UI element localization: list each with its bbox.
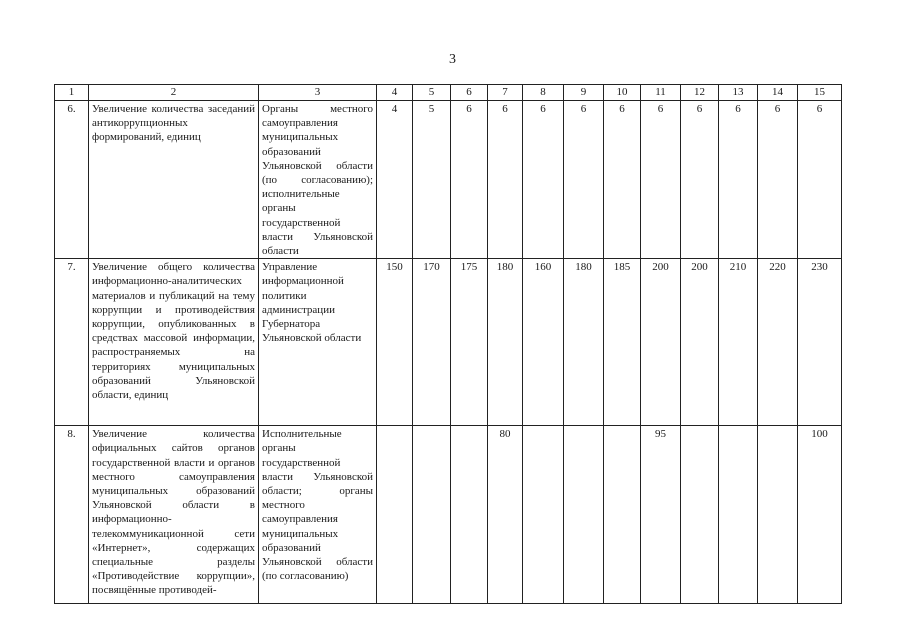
value-cell: 6 <box>719 101 758 259</box>
value-cell: 5 <box>413 101 451 259</box>
value-cell: 95 <box>641 426 681 604</box>
value-cell <box>604 426 641 604</box>
value-cell: 80 <box>488 426 523 604</box>
value-cell: 175 <box>451 259 488 426</box>
table-row <box>55 259 842 426</box>
value-cell: 6 <box>641 101 681 259</box>
value-cell <box>377 426 413 604</box>
value-cell: 100 <box>798 426 842 604</box>
header-cell: 6 <box>451 85 488 101</box>
value-cell: 6 <box>451 101 488 259</box>
row-number: 6. <box>55 101 89 259</box>
responsible-text: Исполнительные органы государственной власти Ульяновской области; органы местного самоуправления муниципальных образований Ульяновской области (по согласованию) <box>259 426 377 604</box>
header-cell: 8 <box>523 85 564 101</box>
value-cell: 180 <box>488 259 523 426</box>
header-cell: 7 <box>488 85 523 101</box>
value-cell: 6 <box>681 101 719 259</box>
header-cell: 2 <box>89 85 259 101</box>
header-cell: 13 <box>719 85 758 101</box>
header-cell: 11 <box>641 85 681 101</box>
header-cell: 5 <box>413 85 451 101</box>
header-cell: 15 <box>798 85 842 101</box>
value-cell: 160 <box>523 259 564 426</box>
value-cell: 6 <box>604 101 641 259</box>
value-cell: 185 <box>604 259 641 426</box>
indicator-text: Увеличение количества заседаний антикоррупционных формирований, единиц <box>89 101 259 259</box>
value-cell <box>564 426 604 604</box>
table-row <box>55 426 842 604</box>
value-cell: 6 <box>758 101 798 259</box>
value-cell: 170 <box>413 259 451 426</box>
header-cell: 4 <box>377 85 413 101</box>
header-cell: 12 <box>681 85 719 101</box>
value-cell: 220 <box>758 259 798 426</box>
header-cell: 9 <box>564 85 604 101</box>
page-number: 3 <box>449 52 456 67</box>
header-cell: 14 <box>758 85 798 101</box>
value-cell: 6 <box>798 101 842 259</box>
value-cell: 180 <box>564 259 604 426</box>
value-cell <box>681 426 719 604</box>
indicators-table <box>54 84 842 604</box>
table-row <box>55 101 842 259</box>
value-cell <box>523 426 564 604</box>
table-header-row <box>55 85 842 101</box>
value-cell: 200 <box>641 259 681 426</box>
value-cell: 150 <box>377 259 413 426</box>
responsible-text: Управление информационной политики администрации Губернатора Ульяновской области <box>259 259 377 426</box>
row-number: 7. <box>55 259 89 426</box>
value-cell <box>758 426 798 604</box>
header-cell: 1 <box>55 85 89 101</box>
value-cell: 6 <box>564 101 604 259</box>
value-cell: 6 <box>488 101 523 259</box>
value-cell <box>719 426 758 604</box>
indicator-text: Увеличение общего количества информационно-аналитических материалов и публикаций на тему коррупции и противодействия коррупции, опубликованных в средствах массовой информации, распространяемых на территориях муниципальных образований Ульяновской области, единиц <box>89 259 259 426</box>
indicator-text: Увеличение количества официальных сайтов органов государственной власти и органов местного самоуправления муниципальных образований Ульяновской области в информационно-телекоммуникационной сети «Интернет», содержащих специальные разделы «Противодействие коррупции», посвящённые противодей- <box>89 426 259 604</box>
value-cell: 200 <box>681 259 719 426</box>
value-cell <box>451 426 488 604</box>
value-cell: 6 <box>523 101 564 259</box>
header-cell: 10 <box>604 85 641 101</box>
header-cell: 3 <box>259 85 377 101</box>
value-cell: 230 <box>798 259 842 426</box>
value-cell <box>413 426 451 604</box>
row-number: 8. <box>55 426 89 604</box>
value-cell: 4 <box>377 101 413 259</box>
responsible-text: Органы местного самоуправления муниципальных образований Ульяновской области (по согласованию); исполнительные органы государственной власти Ульяновской области <box>259 101 377 259</box>
value-cell: 210 <box>719 259 758 426</box>
